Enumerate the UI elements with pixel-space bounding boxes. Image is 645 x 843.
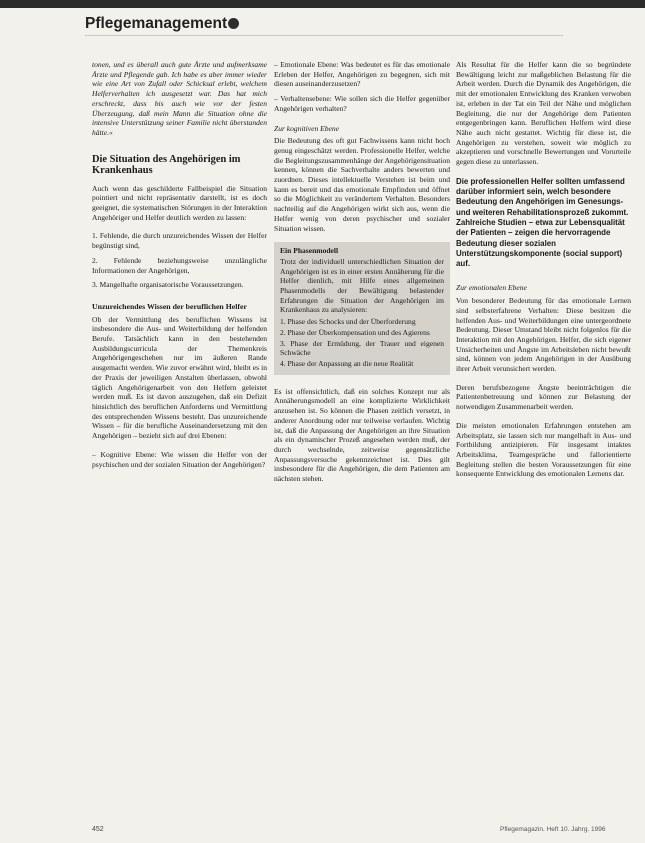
paragraph: Ob der Vermittlung des beruflichen Wissens ist insbesondere die Aus- und Weiterbildung der helfenden Berufe. Tatsächlich kann in den bestehenden Ausbildungscurricula der Themenkreis Angehörigengeschehen nur im äußeren Rande ausgemacht werden. Wie zuvor erwähnt wird, bleibt es in der Praxis der jeweiligen Anstalten überlassen, obwohl täglich Angehörigenarbeit von den Helfern geleistet werden muß. Es ist davon auszugehen, daß ein Defizit hinsichtlich des beruflichen Anforderns und Vermittlung des entsprechenden Wissens besteht. Das unzureichende Wissen – für die berufliche Auseinandersetzung mit den Angehörigen – bezieht sich auf drei Ebenen: — [92, 314, 267, 441]
phase-item: 1. Phase des Schocks und der Überforderung — [280, 317, 416, 327]
subheading: Zur kognitiven Ebene — [274, 123, 339, 133]
paragraph: Deren berufsbezogene Ängste beeinträchtigen die Patientenbetreuung und können zur Belastung der notwendigen Zusammenarbeit werden. — [456, 382, 631, 412]
problem-list — [92, 231, 267, 290]
column-3 — [456, 60, 631, 488]
intro-quote: tonen, und es überall auch gute Ärzte und aufmerksame Ärzte und Pflegende gab. Ich habe es aber immer wieder wie eine Art von Zufall oder Schicksal erlebt, welchem Helferverhalten ich ausgesetzt war. Das hat mich erschreckt, dass bis auch wie vor der festen Überzeugung, daß mein Mann die Situation ohne die intensive Unterstützung seiner Familie nicht überstanden hätte.« — [92, 60, 267, 137]
paragraph: Auch wenn das geschilderte Fallbeispiel die Situation pointiert und nicht repräsentativ darstellt, ist es doch geeignet, die systematischen Störungen in der Interaktion Angehöriger und Helfer deutlich werden zu lassen: — [92, 183, 267, 222]
paragraph: Es ist offensichtlich, daß ein solches Konzept nur als Annäherungsmodell an eine komplizierte Wirklichkeit anzusehen ist. So können die Phasen zeitlich versetzt, in anderer Anordnung oder nur teilweise verlaufen. Wichtig ist, daß die Anpassung der Angehörigen an ihre Situation als ein dynamischer Prozeß angesehen werden muß, der durch wechselnde, zeitweise gegensätzliche Anpassungsversuche gekennzeichnet ist. Dies gilt insbesondere für die Angehörigen, die dem Patienten am nächsten stehen. — [274, 386, 450, 484]
phase-item: 2. Phase der Überkompensation und des Agierens — [280, 327, 430, 337]
paragraph: Als Resultat für die Helfer kann die so begründete Bewältigung leicht zur maßgeblichen Belastung für die Arbeit werden. Durch die Dynamik des Angehörigen, die mit der emotionalen Entwicklung des Kranken verwoben ist, erleben in der Tat ein Teil der Nähe und möglichen Begleitung, die nur der Angehörige dem Patienten entgegenbringen kann. Beruflichen Helfern wird diese Nähe auch nicht gestattet. Wichtig für diese ist, die Angehörigen zu verstehen, soweit wie möglich zu akzeptieren und vorschnelle Bewertungen und Vorurteile gegen diese zu unterlassen. — [456, 60, 631, 167]
subheading: Unzureichendes Wissen der beruflichen Helfer — [92, 301, 247, 311]
phase-model-box — [274, 242, 450, 374]
phase-list — [280, 317, 444, 369]
section-dot-icon — [228, 18, 239, 29]
list-item: 1. Fehlende, die durch unzureichendes Wissen der Helfer begünstigt sind, — [92, 231, 267, 251]
list-item: 3. Mangelhafte organisatorische Voraussetzungen. — [92, 280, 244, 290]
list-item: – Verhaltensebene: Wie sollen sich die Helfer gegenüber Angehörigen verhalten? — [274, 94, 450, 113]
paragraph: Die Bedeutung des oft gut Fachwissens kann nicht hoch genug eingeschätzt werden. Professionelle Helfer, welche die Begleitungszusammenhänge der Angehörigensituation kennen, können die Sachverhalte anders bewerten und zuordnen. Dieses intellektuelle Verstehen ist beim und kann es bereit und das emotionale Empfinden und öffnet so die Möglichkeit zu verändertem Verhalten. Besonders nachteilig auf die Angehörigen wirkt sich aus, wenn die Helfer wenig von deren psychischer und sozialer Situation wissen. — [274, 136, 450, 233]
list-item: – Kognitive Ebene: Wie wissen die Helfer von der psychischen und der sozialen Situation der Angehörigen? — [92, 450, 267, 469]
page-number: 452 — [92, 826, 104, 833]
box-title: Ein Phasenmodell — [280, 246, 339, 256]
level-list — [92, 450, 267, 469]
pull-quote: Die professionellen Helfer sollten umfassend darüber informiert sein, welch besondere Bedeutung den Angehörigen im Genesungs- und weiteren Rehabilitationsprozeß zukommt. Zahlreiche Studien – etwa zur Lebensqualität der Patienten – zeigen die hervorragende Bedeutung dieser sozialen Unterstützungskomponente (social support) auf. — [456, 176, 629, 269]
subheading: Zur emotionalen Ebene — [456, 283, 527, 293]
phase-item: 3. Phase der Ermüdung, der Trauer und eigenen Schwäche — [280, 338, 444, 358]
list-item: 2. Fehlende beziehungsweise unzulängliche Informationen der Angehörigen, — [92, 255, 267, 275]
header-divider — [85, 35, 563, 36]
list-item: – Emotionale Ebene: Was bedeutet es für das emotionale Erleben der Helfer, Angehörigen zu begegnen, sich mit diesen auseinanderzusetzen? — [274, 60, 450, 89]
paragraph: Die meisten emotionalen Erfahrungen entstehen am Arbeitsplatz, sie lassen sich nur mangelhaft in Aus- und Fortbildung antizipieren. Für insgesamt intaktes Arbeitsklima, Teamgespräche und fallorientierte Begleitung stellen die besten Voraussetzungen für eine konsequente Entwicklung des emotionalen Lernens dar. — [456, 420, 631, 479]
paragraph: Von besonderer Bedeutung für das emotionale Lernen sind selbsterfahrene Verhalten: Diese besitzen die helfenden Aus- und Weiterbildungen eine untergeordnete Bedeutung. Dieser Umstand bleibt nicht folgenlos für die Interaktion mit den Angehörigen. Helfer, die sich eigener Unsicherheiten und Ängste im Arbeitsleben nicht bewußt sind, können von jedem Angehörigen in der Ausübung ihrer Arbeit verunsichert werden. — [456, 296, 631, 374]
phase-item: 4. Phase der Anpassung an die neue Realität — [280, 358, 414, 368]
box-text: Trotz der individuell unterschiedlichen Situation der Angehörigen ist es in einer ersten Annäherung für die Helfer dienlich, mit Hilfe eines allgemeinen Phasenmodells der Bewältigung belastender Erfahrungen die Situation der Angehörigen im Krankenhaus zu analysieren: — [280, 256, 444, 315]
journal-citation: Pflegemagazin. Heft 10. Jahrg. 1996 — [500, 826, 606, 833]
section-title: Pflegemanagement — [85, 15, 228, 32]
article-heading: Die Situation des Angehörigen im Krankenhaus — [92, 153, 241, 177]
level-list — [274, 60, 450, 114]
top-edge-bar — [0, 0, 645, 8]
column-1 — [92, 60, 267, 477]
column-2 — [274, 60, 450, 493]
